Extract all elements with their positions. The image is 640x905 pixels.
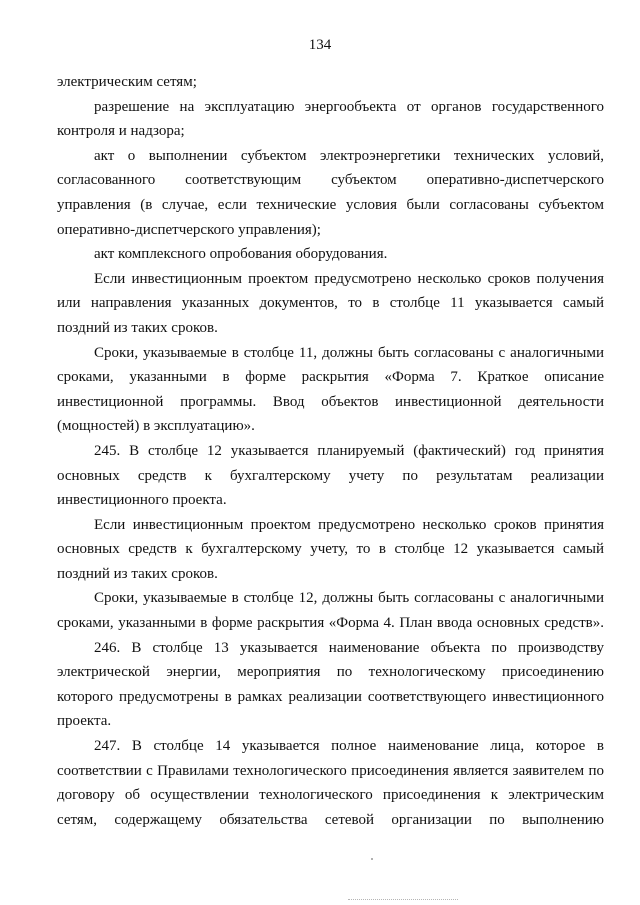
text-line: инвестиционной программы. Ввод объектов инвестиционной деятельности (57, 393, 604, 410)
text-line: Если инвестиционным проектом предусмотрено несколько сроков принятия (94, 516, 604, 533)
text-line: инвестиционного проекта. (57, 492, 227, 509)
text-line: электрическим сетям; (57, 74, 197, 90)
text-line: Если инвестиционным проектом предусмотрено несколько сроков получения (94, 270, 604, 287)
text-line: проекта. (57, 713, 112, 730)
text-line: или направления указанных документов, то в столбце 11 указывается самый (57, 295, 604, 312)
text-line: сроками, указанными в форме раскрытия «Форма 7. Краткое описание (57, 369, 604, 386)
text-line: Сроки, указываемые в столбце 12, должны быть согласованы с аналогичными (94, 590, 604, 607)
text-line: которого предусмотрены в рамках реализации соответствующего инвестиционного (57, 688, 604, 705)
text-line: соответствии с Правилами технологического присоединения является заявителем по (57, 762, 604, 779)
text-line: договору об осуществлении технологического присоединения к электрическим (57, 787, 604, 804)
page-number: 134 (308, 37, 332, 53)
text-line: основных средств к бухгалтерскому учету по результатам реализации (57, 467, 604, 484)
text-line: оперативно-диспетчерского управления); (57, 221, 321, 238)
text-line: поздний из таких сроков. (57, 319, 218, 336)
text-line: 247. В столбце 14 указывается полное наименование лица, которое в (94, 738, 604, 755)
scan-noise (348, 899, 458, 901)
text-line: 245. В столбце 12 указывается планируемый (фактический) год принятия (94, 442, 604, 459)
scan-dot (371, 858, 373, 860)
text-line: согласованного соответствующим субъектом оперативно-диспетчерского (57, 172, 604, 189)
text-line: акт комплексного опробования оборудования. (94, 246, 388, 263)
text-line: сроками, указанными в форме раскрытия «Форма 4. План ввода основных средств». (57, 615, 604, 632)
text-line: разрешение на эксплуатацию энергообъекта от органов государственного (94, 98, 604, 115)
text-line: сетям, содержащему обязательства сетевой организации по выполнению (57, 811, 604, 828)
text-line: управления (в случае, если технические условия были согласованы субъектом (57, 196, 604, 213)
text-line: (мощностей) в эксплуатацию». (57, 418, 255, 435)
text-line: электрической энергии, мероприятия по технологическому присоединению (57, 664, 604, 681)
text-line: поздний из таких сроков. (57, 565, 218, 582)
text-line: Сроки, указываемые в столбце 11, должны быть согласованы с аналогичными (94, 344, 604, 361)
text-line: акт о выполнении субъектом электроэнергетики технических условий, (94, 147, 604, 164)
text-line: 246. В столбце 13 указывается наименование объекта по производству (94, 639, 604, 656)
text-line: основных средств к бухгалтерскому учету, то в столбце 12 указывается самый (57, 541, 604, 558)
text-line: контроля и надзора; (57, 123, 185, 140)
document-body (57, 70, 604, 832)
